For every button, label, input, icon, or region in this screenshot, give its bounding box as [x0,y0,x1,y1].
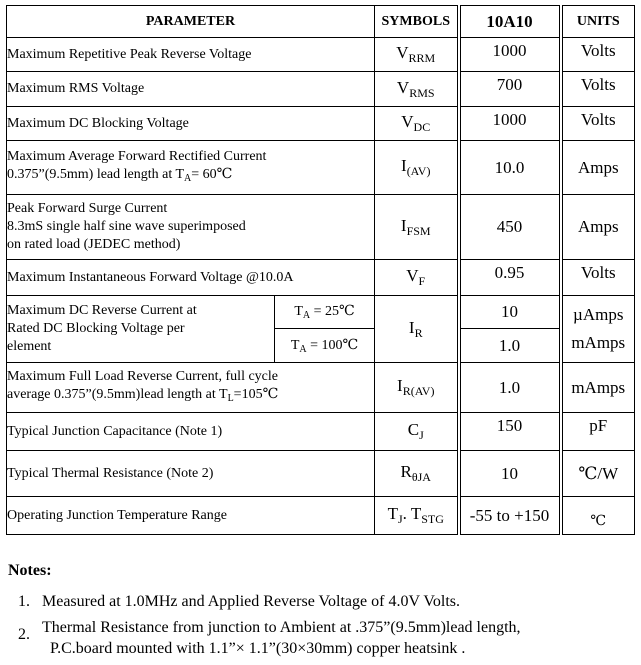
note-line: Thermal Resistance from junction to Ambient at .375”(9.5mm)lead length, [42,619,521,636]
header-symbols: SYMBOLS [375,6,459,38]
param-line: Peak Forward Surge Current [7,201,168,216]
param-cell [7,296,275,363]
value-cell: 0.95 [459,260,561,296]
value-cell: -55 to +150 [459,497,561,535]
header-units: UNITS [561,6,635,38]
unit-cell: ℃/W [561,451,635,497]
symbol-cell: $V_F$ [375,260,459,296]
symbol-cell: $V_{RRM}$ [375,38,459,72]
table-row [7,141,635,195]
condition-cell: $T_A$ = 100℃ [275,329,375,363]
note-number: 1. [18,593,30,610]
notes-title: Notes: [8,562,52,579]
value-cell: 1000 [459,107,561,141]
unit-cell: ℃ [561,497,635,535]
symbol-cell: $I_{FSM}$ [375,195,459,260]
param-line: element [7,339,52,354]
symbol-cell: $I_{R(AV)}$ [375,363,459,413]
symbol-cell: $I_R$ [375,296,459,363]
param-cell: Maximum RMS Voltage [7,72,375,107]
table-row [7,296,635,329]
symbol-cell: $I_{(AV)}$ [375,141,459,195]
unit-line: µAmps [573,305,624,324]
note-line: P.C.board mounted with 1.1”× 1.1”(30×30mm) copper heatsink . [50,640,466,657]
symbol-cell: $V_{DC}$ [375,107,459,141]
unit-line: mAmps [571,333,626,352]
param-cell: Typical Junction Capacitance (Note 1) [7,413,375,451]
value-cell: 450 [459,195,561,260]
unit-cell: Volts [561,72,635,107]
note-item [18,617,521,659]
param-cell [7,195,375,260]
value-cell: 10.0 [459,141,561,195]
symbol-cell: $T_J$. $T_{STG}$ [375,497,459,535]
unit-cell [561,296,635,363]
param-cell: Maximum Instantaneous Forward Voltage @10.0A [7,260,375,296]
param-line: Maximum Average Forward Rectified Current [7,148,267,164]
table-row [7,451,635,497]
header-row [7,6,635,38]
param-line: 8.3mS single half sine wave superimposed [7,219,246,234]
param-cell [7,363,375,413]
unit-cell: Volts [561,107,635,141]
table-row [7,195,635,260]
unit-cell: Volts [561,38,635,72]
value-cell: 10 [459,451,561,497]
header-model: 10A10 [459,6,561,38]
value-cell: 1000 [459,38,561,72]
param-cell: Maximum DC Blocking Voltage [7,107,375,141]
condition-cell: $T_A$ = 25℃ [275,296,375,329]
param-line: Maximum Full Load Reverse Current, full cycle [7,368,278,384]
note-item [18,591,460,612]
spec-table [6,5,635,535]
value-cell: 150 [459,413,561,451]
param-cell [7,141,375,195]
value-cell: 1.0 [459,329,561,363]
value-cell: 1.0 [459,363,561,413]
unit-cell: pF [561,413,635,451]
param-line: 0.375”(9.5mm) lead length at $T_A=$ 60℃ [7,166,233,184]
table-row [7,260,635,296]
symbol-cell: $V_{RMS}$ [375,72,459,107]
param-line: Rated DC Blocking Voltage per [7,321,185,336]
value-cell: 10 [459,296,561,329]
table-row [7,72,635,107]
header-parameter: PARAMETER [7,6,375,38]
unit-cell: Amps [561,141,635,195]
value-cell: 700 [459,72,561,107]
param-cell: Typical Thermal Resistance (Note 2) [7,451,375,497]
symbol-cell: $C_J$ [375,413,459,451]
param-cell: Maximum Repetitive Peak Reverse Voltage [7,38,375,72]
note-text: Measured at 1.0MHz and Applied Reverse Voltage of 4.0V Volts. [42,593,461,610]
table-row [7,107,635,141]
param-line: average 0.375”(9.5mm)lead length at $T_L=105℃$ [7,386,279,404]
table-row [7,413,635,451]
param-line: on rated load (JEDEC method) [7,237,181,252]
unit-cell: Amps [561,195,635,260]
table-row [7,497,635,535]
param-cell: Operating Junction Temperature Range [7,497,375,535]
note-text [42,617,521,659]
table-row [7,363,635,413]
note-number: 2. [18,626,30,643]
unit-cell: Volts [561,260,635,296]
symbol-cell: $R_{\theta JA}$ [375,451,459,497]
unit-cell: mAmps [561,363,635,413]
table-row [7,38,635,72]
param-line: Maximum DC Reverse Current at [7,303,197,318]
